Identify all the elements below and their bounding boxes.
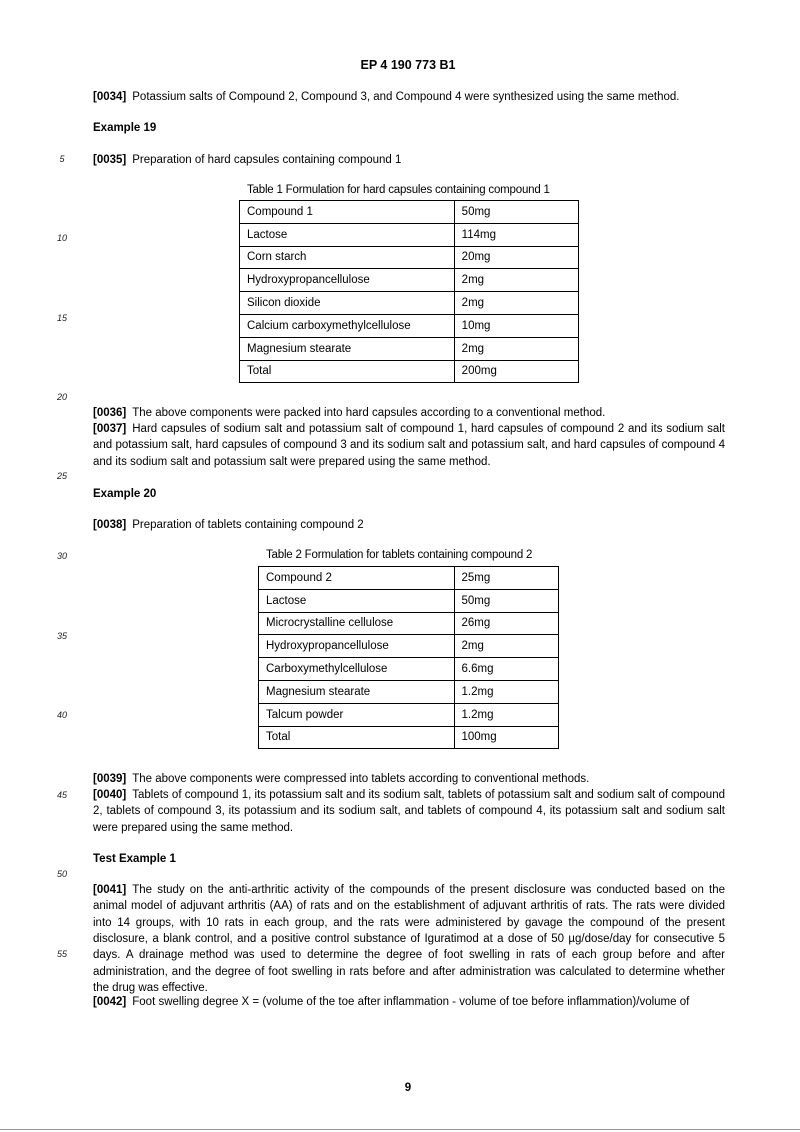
- paragraph-0034: [93, 89, 725, 105]
- paragraph-0035: [93, 152, 725, 168]
- paragraph-0042: [93, 994, 725, 1010]
- example-19-heading: Example 19: [93, 122, 157, 134]
- table-row: [240, 360, 579, 383]
- table-row: [259, 589, 559, 612]
- paragraph-text: Hard capsules of sodium salt and potassium salt of compound 1, hard capsules of compound 2 and its sodium salt and potassium salt, hard capsules of compound 3 and its sodium salt and potassium salt, and hard capsules of compound 4 and its sodium salt and potassium salt were prepared using the same method.: [93, 423, 725, 468]
- ingredient-cell: Lactose: [240, 223, 455, 246]
- paragraph-text: Potassium salts of Compound 2, Compound 3, and Compound 4 were synthesized using the same method.: [132, 91, 680, 103]
- amount-cell: 25mg: [454, 567, 559, 590]
- paragraph-text: Preparation of hard capsules containing compound 1: [132, 154, 402, 166]
- amount-cell: 2mg: [454, 269, 578, 292]
- amount-cell: 50mg: [454, 589, 559, 612]
- ingredient-cell: Corn starch: [240, 246, 455, 269]
- test-example-1-heading: Test Example 1: [93, 853, 176, 865]
- ingredient-cell: Total: [240, 360, 455, 383]
- table-1: [239, 200, 579, 383]
- paragraph-text: Foot swelling degree X = (volume of the toe after inflammation - volume of toe before inflammation)/volume of: [132, 996, 690, 1008]
- document-header: EP 4 190 773 B1: [360, 58, 456, 72]
- amount-cell: 200mg: [454, 360, 578, 383]
- example-20-heading: Example 20: [93, 488, 157, 500]
- amount-cell: 2mg: [454, 292, 578, 315]
- table-row: [240, 337, 579, 360]
- paragraph-number: [0041]: [93, 884, 127, 896]
- table-row: [240, 246, 579, 269]
- line-number: 20: [56, 392, 67, 402]
- table-row: [240, 314, 579, 337]
- table-row: [259, 635, 559, 658]
- line-number: 35: [56, 631, 67, 641]
- page-bottom-divider: [0, 1129, 800, 1130]
- line-number: 55: [56, 949, 67, 959]
- paragraph-text: Tablets of compound 1, its potassium salt and its sodium salt, tablets of potassium salt and sodium salt of compound 2, tablets of compound 3, its potassium and its sodium salt, and tablets of compound 4, its potassium salt and sodium salt were prepared using the same method.: [93, 789, 725, 834]
- ingredient-cell: Silicon dioxide: [240, 292, 455, 315]
- ingredient-cell: Magnesium stearate: [240, 337, 455, 360]
- table-row: [259, 612, 559, 635]
- line-number: 10: [56, 233, 67, 243]
- table-row: [259, 680, 559, 703]
- paragraph-0038: [93, 517, 725, 533]
- amount-cell: 26mg: [454, 612, 559, 635]
- line-number: 5: [59, 154, 65, 164]
- ingredient-cell: Compound 2: [259, 567, 455, 590]
- line-number: 45: [56, 790, 67, 800]
- amount-cell: 1.2mg: [454, 680, 559, 703]
- line-number: 25: [56, 471, 67, 481]
- paragraph-number: [0034]: [93, 91, 127, 103]
- ingredient-cell: Talcum powder: [259, 703, 455, 726]
- paragraph-number: [0038]: [93, 519, 127, 531]
- paragraph-text: The study on the anti-arthritic activity of the compounds of the present disclosure was conducted based on the animal model of adjuvant arthritis (AA) of rats and on the establishment of adjuvant arthritis of rats. The rats were divided into 14 groups, with 10 rats in each group, and the rats were administered by gavage the compound of the present disclosure, a blank control, and a positive control substance of Iguratimod at a dose of 50 µg/dose/day for consecutive 5 days. A drainage method was used to determine the degree of foot swelling in rats of each group before and after administration, and the degree of foot swelling in rats before and after administration was calculated to determine whether the drug was effective.: [93, 884, 725, 994]
- amount-cell: 10mg: [454, 314, 578, 337]
- amount-cell: 114mg: [454, 223, 578, 246]
- table-2-caption: Table 2 Formulation for tablets containing compound 2: [266, 549, 533, 561]
- ingredient-cell: Total: [259, 726, 455, 749]
- paragraph-0036: [93, 405, 725, 421]
- ingredient-cell: Carboxymethylcellulose: [259, 658, 455, 681]
- table-row: [240, 292, 579, 315]
- table-2: [258, 566, 559, 749]
- table-row: [240, 223, 579, 246]
- amount-cell: 2mg: [454, 337, 578, 360]
- paragraph-number: [0036]: [93, 407, 127, 419]
- paragraph-number: [0040]: [93, 789, 127, 801]
- amount-cell: 1.2mg: [454, 703, 559, 726]
- line-number: 15: [56, 313, 67, 323]
- paragraph-0040: [93, 787, 725, 836]
- table-row: [259, 726, 559, 749]
- page-number: 9: [404, 1082, 412, 1094]
- ingredient-cell: Hydroxypropancellulose: [240, 269, 455, 292]
- ingredient-cell: Microcrystalline cellulose: [259, 612, 455, 635]
- table-row: [240, 269, 579, 292]
- line-number: 40: [56, 710, 67, 720]
- amount-cell: 50mg: [454, 201, 578, 224]
- paragraph-text: Preparation of tablets containing compound 2: [132, 519, 364, 531]
- line-number: 30: [56, 551, 67, 561]
- ingredient-cell: Lactose: [259, 589, 455, 612]
- table-row: [259, 658, 559, 681]
- amount-cell: 2mg: [454, 635, 559, 658]
- table-row: [259, 567, 559, 590]
- table-row: [240, 201, 579, 224]
- amount-cell: 100mg: [454, 726, 559, 749]
- ingredient-cell: Calcium carboxymethylcellulose: [240, 314, 455, 337]
- paragraph-number: [0039]: [93, 773, 127, 785]
- paragraph-0039: [93, 771, 725, 787]
- line-number: 50: [56, 869, 67, 879]
- paragraph-number: [0037]: [93, 423, 127, 435]
- paragraph-number: [0035]: [93, 154, 127, 166]
- amount-cell: 20mg: [454, 246, 578, 269]
- table-row: [259, 703, 559, 726]
- paragraph-0037: [93, 421, 725, 470]
- table-1-caption: Table 1 Formulation for hard capsules containing compound 1: [247, 184, 550, 196]
- paragraph-text: The above components were compressed into tablets according to conventional methods.: [132, 773, 590, 785]
- paragraph-number: [0042]: [93, 996, 127, 1008]
- ingredient-cell: Magnesium stearate: [259, 680, 455, 703]
- paragraph-text: The above components were packed into hard capsules according to a conventional method.: [132, 407, 606, 419]
- ingredient-cell: Hydroxypropancellulose: [259, 635, 455, 658]
- paragraph-0041: [93, 882, 725, 996]
- amount-cell: 6.6mg: [454, 658, 559, 681]
- ingredient-cell: Compound 1: [240, 201, 455, 224]
